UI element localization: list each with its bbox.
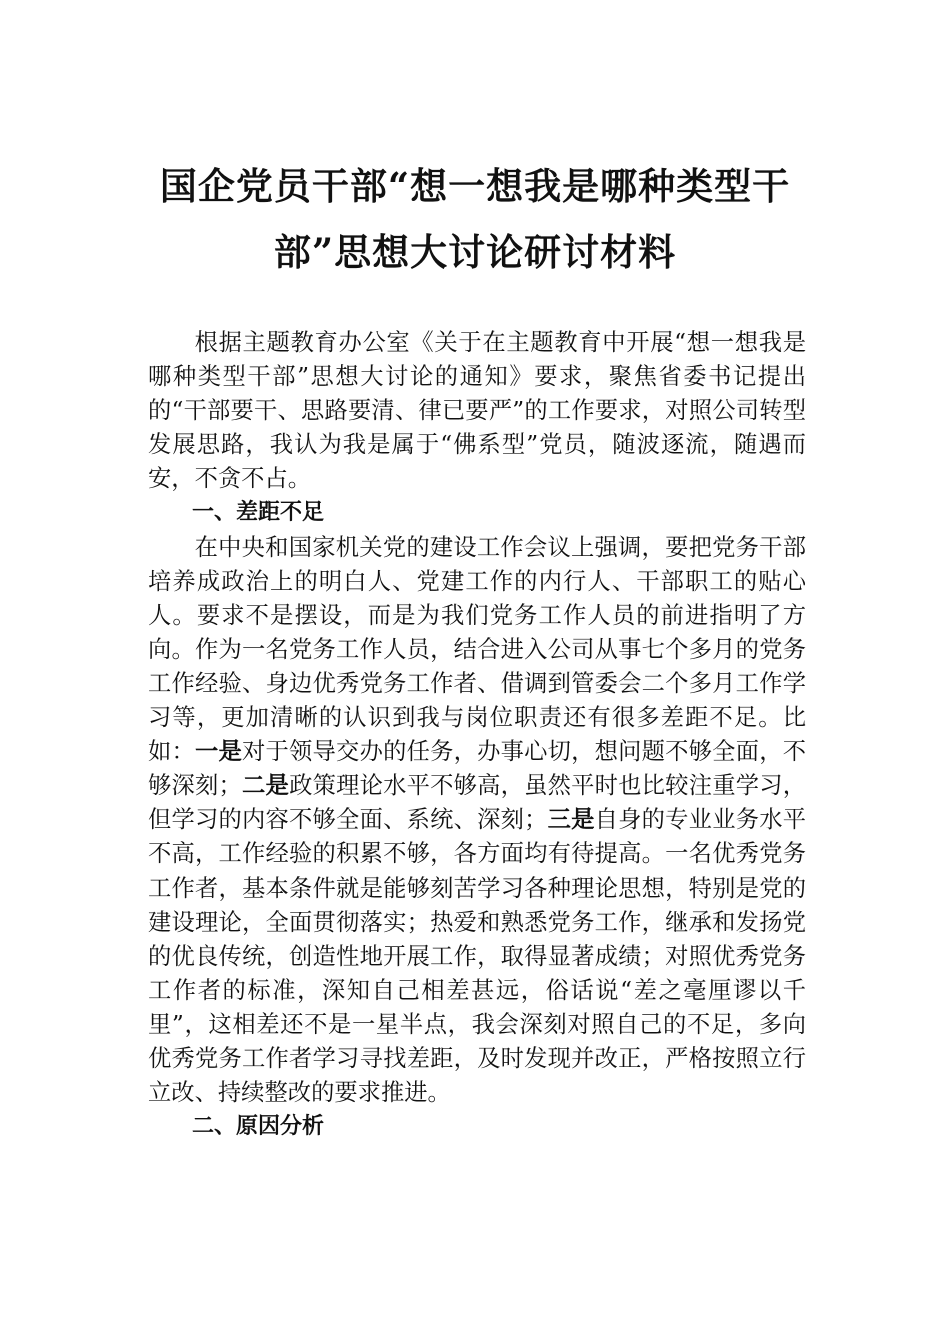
document-body: [148, 326, 806, 1144]
section-1-paragraph: [148, 531, 806, 1111]
section-1-text-part-3: 政策理论水平不够高，虽然平时也比较注重学习，但学习的内容不够全面、系统、深刻；: [148, 772, 807, 834]
section-heading-1: 一、差距不足: [192, 500, 325, 526]
marker-third: 三是: [547, 806, 595, 834]
marker-first: 一是: [195, 738, 243, 766]
section-1-text-part-4: 自身的专业业务水平不高，工作经验的积累不够，各方面均有待提高。一名优秀党务工作者，基本条件就是能够刻苦学习各种理论思想，特别是党的建设理论，全面贯彻落实；热爱和熟悉党务工作，继承和发扬党的优良传统，创造性地开展工作，取得显著成绩；对照优秀党务工作者的标准，深知自己相差甚远，俗话说“差之毫厘谬以千里”，这相差还不是一星半点，我会深刻对照自己的不足，多向优秀党务工作者学习寻找差距，及时发现并改正，严格按照立行立改、持续整改的要求推进。: [148, 806, 807, 1107]
document-title-line-2: 部”思想大讨论研讨材料: [273, 230, 677, 274]
section-heading-2: 二、原因分析: [192, 1114, 325, 1140]
marker-second: 二是: [241, 772, 290, 800]
section-1-text-part-1: 在中央和国家机关党的建设工作会议上强调，要把党务干部培养成政治上的明白人、党建工作的内行人、干部职工的贴心人。要求不是摆设，而是为我们党务工作人员的前进指明了方向。作为一名党务工作人员，结合进入公司从事七个多月的党务工作经验、身边优秀党务工作者、借调到管委会二个多月工作学习等，更加清晰的认识到我与岗位职责还有很多差距不足。比如：: [148, 533, 806, 766]
section-1-text-part-2: 对于领导交办的任务，办事心切，想问题不够全面，不够深刻；: [148, 738, 807, 800]
document-title-line-1: 国企党员干部“想一想我是哪种类型干: [159, 164, 791, 208]
intro-paragraph: 根据主题教育办公室《关于在主题教育中开展“想一想我是哪种类型干部”思想大讨论的通知》要求，聚焦省委书记提出的“干部要干、思路要清、律已要严”的工作要求，对照公司转型发展思路，我认为我是属于“佛系型”党员，随波逐流，随遇而安，不贪不占。: [148, 329, 806, 493]
